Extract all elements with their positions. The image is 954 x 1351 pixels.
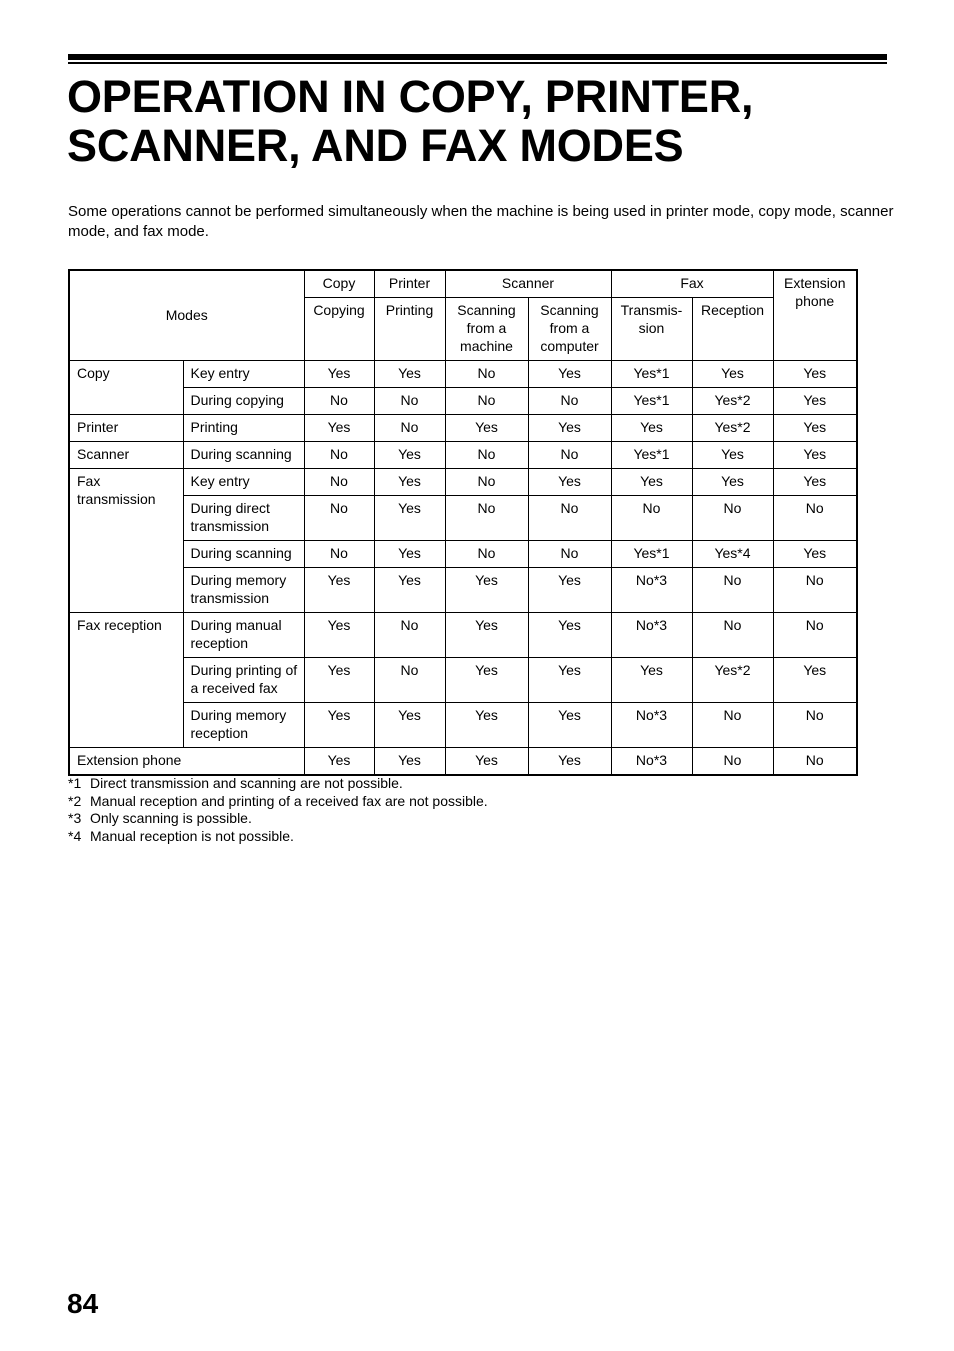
cell: No: [692, 613, 773, 658]
cell: No: [611, 496, 692, 541]
header-extension-phone: Extension phone: [773, 270, 857, 361]
cell: Yes: [304, 415, 374, 442]
cell: Yes: [445, 748, 528, 776]
page-title: [67, 72, 897, 170]
cell: Yes: [773, 361, 857, 388]
cell: Yes: [304, 568, 374, 613]
cell: No: [445, 496, 528, 541]
intro-paragraph: Some operations cannot be performed simultaneously when the machine is being used in printer mode, copy mode, scanner mode, and fax mode.: [68, 203, 894, 240]
page-title-line-2: SCANNER, AND FAX MODES: [67, 120, 684, 171]
footnotes: [68, 775, 488, 845]
cell: No: [374, 658, 445, 703]
cell: No: [692, 496, 773, 541]
cell: Yes: [611, 658, 692, 703]
header-scanning-from-machine: Scanning from a machine: [445, 298, 528, 361]
cell: Yes*1: [611, 388, 692, 415]
footnote-mark: *4: [68, 827, 82, 844]
footnote-text: Direct transmission and scanning are not possible.: [90, 775, 403, 791]
cell: No: [374, 388, 445, 415]
cell: Yes: [445, 658, 528, 703]
row-label: During direct transmission: [183, 496, 304, 541]
group-label-extension-phone: Extension phone: [69, 748, 304, 776]
cell: Yes*2: [692, 415, 773, 442]
header-fax: Fax: [611, 270, 773, 298]
cell: Yes*1: [611, 442, 692, 469]
header-printer: Printer: [374, 270, 445, 298]
cell: No: [773, 568, 857, 613]
cell: Yes: [374, 748, 445, 776]
footnote: [68, 775, 488, 793]
footnote-mark: *3: [68, 810, 82, 827]
cell: Yes: [528, 361, 611, 388]
footnote-mark: *2: [68, 792, 82, 809]
row-label: Key entry: [183, 361, 304, 388]
footnote-text: Only scanning is possible.: [90, 810, 252, 827]
cell: No: [773, 613, 857, 658]
cell: Yes: [304, 748, 374, 776]
cell: Yes: [374, 469, 445, 496]
cell: Yes: [304, 703, 374, 748]
table-row: [69, 613, 857, 658]
cell: Yes: [374, 568, 445, 613]
title-rule-thick: [68, 54, 887, 60]
cell: Yes: [374, 703, 445, 748]
table-row: [69, 388, 857, 415]
table-row: [69, 442, 857, 469]
cell: Yes: [528, 613, 611, 658]
cell: Yes: [611, 415, 692, 442]
table-row: [69, 541, 857, 568]
cell: Yes: [445, 568, 528, 613]
group-label-scanner: Scanner: [69, 442, 183, 469]
cell: Yes: [304, 658, 374, 703]
header-scanner: Scanner: [445, 270, 611, 298]
cell: No: [304, 442, 374, 469]
cell: Yes: [528, 703, 611, 748]
cell: Yes: [692, 361, 773, 388]
cell: Yes: [528, 568, 611, 613]
cell: No: [304, 388, 374, 415]
row-label: During manual reception: [183, 613, 304, 658]
footnote-text: Manual reception is not possible.: [90, 827, 294, 844]
cell: Yes: [611, 469, 692, 496]
cell: No: [445, 469, 528, 496]
cell: Yes: [374, 361, 445, 388]
table-row: [69, 361, 857, 388]
cell: No: [528, 496, 611, 541]
footnote: [68, 810, 488, 828]
table-row: [69, 469, 857, 496]
cell: No: [445, 388, 528, 415]
table-row: [69, 568, 857, 613]
cell: No: [773, 748, 857, 776]
table-row: [69, 703, 857, 748]
cell: Yes: [528, 469, 611, 496]
cell: Yes*4: [692, 541, 773, 568]
cell: Yes: [445, 613, 528, 658]
row-label: During printing of a received fax: [183, 658, 304, 703]
cell: No: [692, 703, 773, 748]
cell: Yes: [773, 388, 857, 415]
group-label-printer: Printer: [69, 415, 183, 442]
cell: No: [773, 496, 857, 541]
cell: Yes: [374, 442, 445, 469]
footnote: [68, 793, 488, 811]
title-rule-thin: [68, 62, 887, 64]
cell: Yes*2: [692, 658, 773, 703]
table-row: [69, 658, 857, 703]
cell: Yes: [528, 658, 611, 703]
header-transmission: Transmis-sion: [611, 298, 692, 361]
cell: No: [528, 388, 611, 415]
header-copying: Copying: [304, 298, 374, 361]
header-printing: Printing: [374, 298, 445, 361]
group-label-fax-reception: Fax reception: [69, 613, 183, 748]
cell: Yes: [692, 442, 773, 469]
footnote-text: Manual reception and printing of a received fax are not possible.: [90, 792, 488, 809]
header-scanning-from-computer: Scanning from a computer: [528, 298, 611, 361]
cell: Yes: [773, 541, 857, 568]
cell: Yes: [445, 415, 528, 442]
row-label: During copying: [183, 388, 304, 415]
cell: No: [374, 415, 445, 442]
cell: Yes: [773, 415, 857, 442]
cell: Yes: [528, 415, 611, 442]
cell: No: [445, 442, 528, 469]
row-label: Key entry: [183, 469, 304, 496]
cell: Yes: [374, 541, 445, 568]
cell: Yes: [304, 613, 374, 658]
row-label: During memory reception: [183, 703, 304, 748]
row-label: During scanning: [183, 442, 304, 469]
cell: Yes*2: [692, 388, 773, 415]
footnote-mark: *1: [68, 775, 82, 791]
cell: No: [304, 541, 374, 568]
cell: No: [528, 541, 611, 568]
cell: No*3: [611, 703, 692, 748]
group-label-fax-transmission: Fax transmission: [69, 469, 183, 613]
cell: No*3: [611, 613, 692, 658]
cell: No: [304, 496, 374, 541]
row-label: Printing: [183, 415, 304, 442]
cell: Yes*1: [611, 541, 692, 568]
cell: No: [692, 748, 773, 776]
cell: No: [773, 703, 857, 748]
cell: No: [528, 442, 611, 469]
cell: Yes: [528, 748, 611, 776]
cell: Yes: [773, 442, 857, 469]
row-label: During scanning: [183, 541, 304, 568]
row-label: During memory transmission: [183, 568, 304, 613]
table-row: [69, 496, 857, 541]
cell: Yes*1: [611, 361, 692, 388]
cell: Yes: [374, 496, 445, 541]
cell: No: [692, 568, 773, 613]
cell: Yes: [692, 469, 773, 496]
cell: No*3: [611, 748, 692, 776]
group-label-copy: Copy: [69, 361, 183, 415]
cell: Yes: [773, 469, 857, 496]
cell: No: [374, 613, 445, 658]
operation-modes-table: [68, 269, 858, 776]
cell: No*3: [611, 568, 692, 613]
header-copy: Copy: [304, 270, 374, 298]
header-reception: Reception: [692, 298, 773, 361]
page-number: 84: [67, 1288, 99, 1319]
header-modes: Modes: [69, 270, 304, 361]
header-row-1: [69, 270, 857, 298]
cell: Yes: [445, 703, 528, 748]
cell: Yes: [773, 658, 857, 703]
table-row: [69, 748, 857, 776]
footnote: [68, 828, 488, 846]
cell: Yes: [304, 361, 374, 388]
table-row: [69, 415, 857, 442]
cell: No: [304, 469, 374, 496]
cell: No: [445, 541, 528, 568]
cell: No: [445, 361, 528, 388]
page-title-line-1: OPERATION IN COPY, PRINTER,: [67, 71, 754, 122]
